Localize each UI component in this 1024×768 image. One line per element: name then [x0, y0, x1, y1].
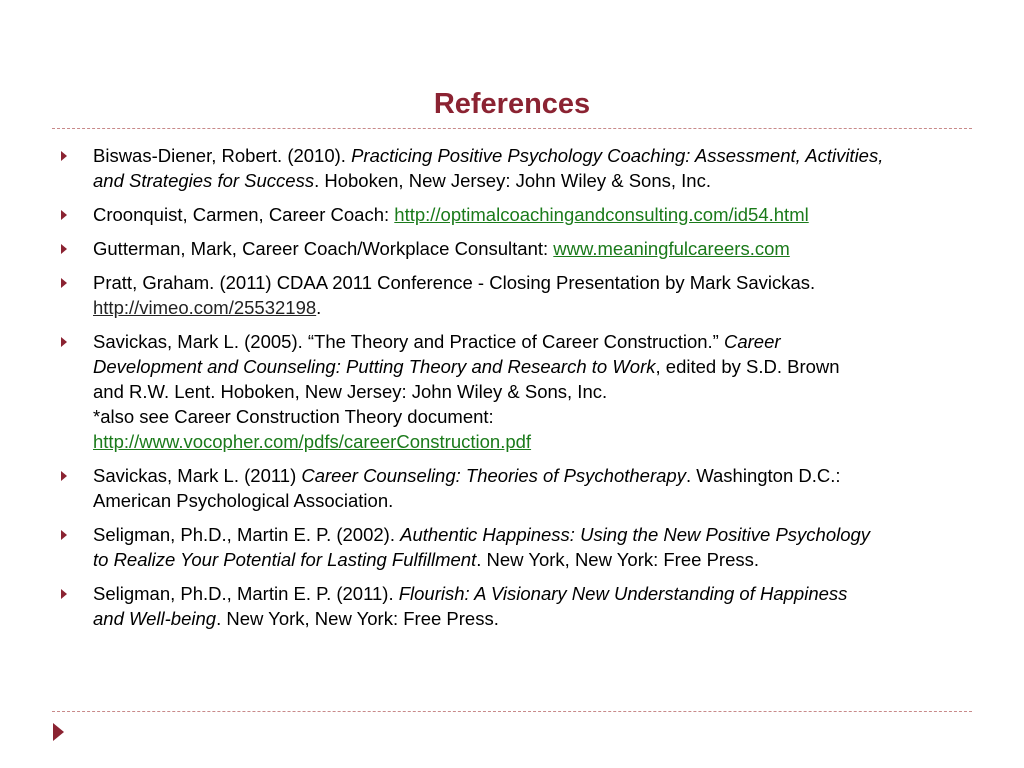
reference-item [60, 236, 970, 261]
ref-book-title: Career [723, 331, 781, 352]
references-list [60, 143, 970, 640]
ref-text: Gutterman, Mark, Career Coach/Workplace Consultant: [93, 238, 554, 259]
ref-text: Seligman, Ph.D., Martin E. P. (2002). [93, 524, 401, 545]
bullet-arrow-icon [61, 589, 67, 599]
bullet-arrow-icon [61, 151, 67, 161]
optimal-coaching-link[interactable]: http://optimalcoachingandconsulting.com/id54.html [394, 204, 809, 225]
ref-text: Pratt, Graham. (2011) CDAA 2011 Conference - Closing Presentation by Mark Savickas. [93, 272, 816, 293]
reference-item [60, 270, 970, 320]
ref-text: Savickas, Mark L. (2005). “The Theory and Practice of Career Construction.” [93, 331, 724, 352]
top-dashed-divider [52, 128, 972, 129]
ref-text: . Hoboken, New Jersey: John Wiley & Sons, Inc. [314, 170, 711, 191]
bullet-arrow-icon [61, 244, 67, 254]
ref-book-title: Flourish: A Visionary New Understanding of Happiness [398, 583, 848, 604]
ref-book-title: Development and Counseling: Putting Theory and Research to Work [93, 356, 656, 377]
bullet-arrow-icon [61, 471, 67, 481]
meaningful-careers-link[interactable]: www.meaningfulcareers.com [553, 238, 790, 259]
vocopher-pdf-link[interactable]: http://www.vocopher.com/pdfs/careerConstruction.pdf [93, 431, 532, 452]
ref-text: , edited by S.D. Brown [655, 356, 840, 377]
ref-text: . New York, New York: Free Press. [476, 549, 759, 570]
ref-text: *also see Career Construction Theory document: [93, 406, 494, 427]
ref-book-title: and Strategies for Success [93, 170, 315, 191]
ref-text: Croonquist, Carmen, Career Coach: [93, 204, 395, 225]
ref-text: and R.W. Lent. Hoboken, New Jersey: John Wiley & Sons, Inc. [93, 381, 608, 402]
ref-book-title: Authentic Happiness: Using the New Positive Psychology [400, 524, 871, 545]
ref-book-title: and Well-being [93, 608, 217, 629]
ref-book-title: to Realize Your Potential for Lasting Fulfillment [93, 549, 477, 570]
reference-item [60, 329, 970, 454]
ref-text: . New York, New York: Free Press. [216, 608, 499, 629]
ref-text: . [316, 297, 322, 318]
ref-book-title: Career Counseling: Theories of Psychotherapy [301, 465, 686, 486]
bullet-arrow-icon [61, 278, 67, 288]
reference-item [60, 143, 970, 193]
ref-text: Savickas, Mark L. (2011) [93, 465, 302, 486]
reference-item [60, 202, 970, 227]
vimeo-link[interactable]: http://vimeo.com/25532198 [93, 297, 317, 318]
ref-text: Seligman, Ph.D., Martin E. P. (2011). [93, 583, 399, 604]
bullet-arrow-icon [61, 210, 67, 220]
bullet-arrow-icon [61, 337, 67, 347]
reference-item [60, 463, 970, 513]
reference-item [60, 522, 970, 572]
ref-text: Biswas-Diener, Robert. (2010). [93, 145, 352, 166]
corner-triangle-icon [53, 723, 64, 741]
slide-title: References [433, 88, 591, 120]
ref-text: American Psychological Association. [93, 490, 394, 511]
ref-book-title: Practicing Positive Psychology Coaching: Assessment, Activities, [351, 145, 884, 166]
reference-item [60, 581, 970, 631]
ref-text: . Washington D.C.: [685, 465, 841, 486]
bottom-dashed-divider [52, 711, 972, 712]
bullet-arrow-icon [61, 530, 67, 540]
